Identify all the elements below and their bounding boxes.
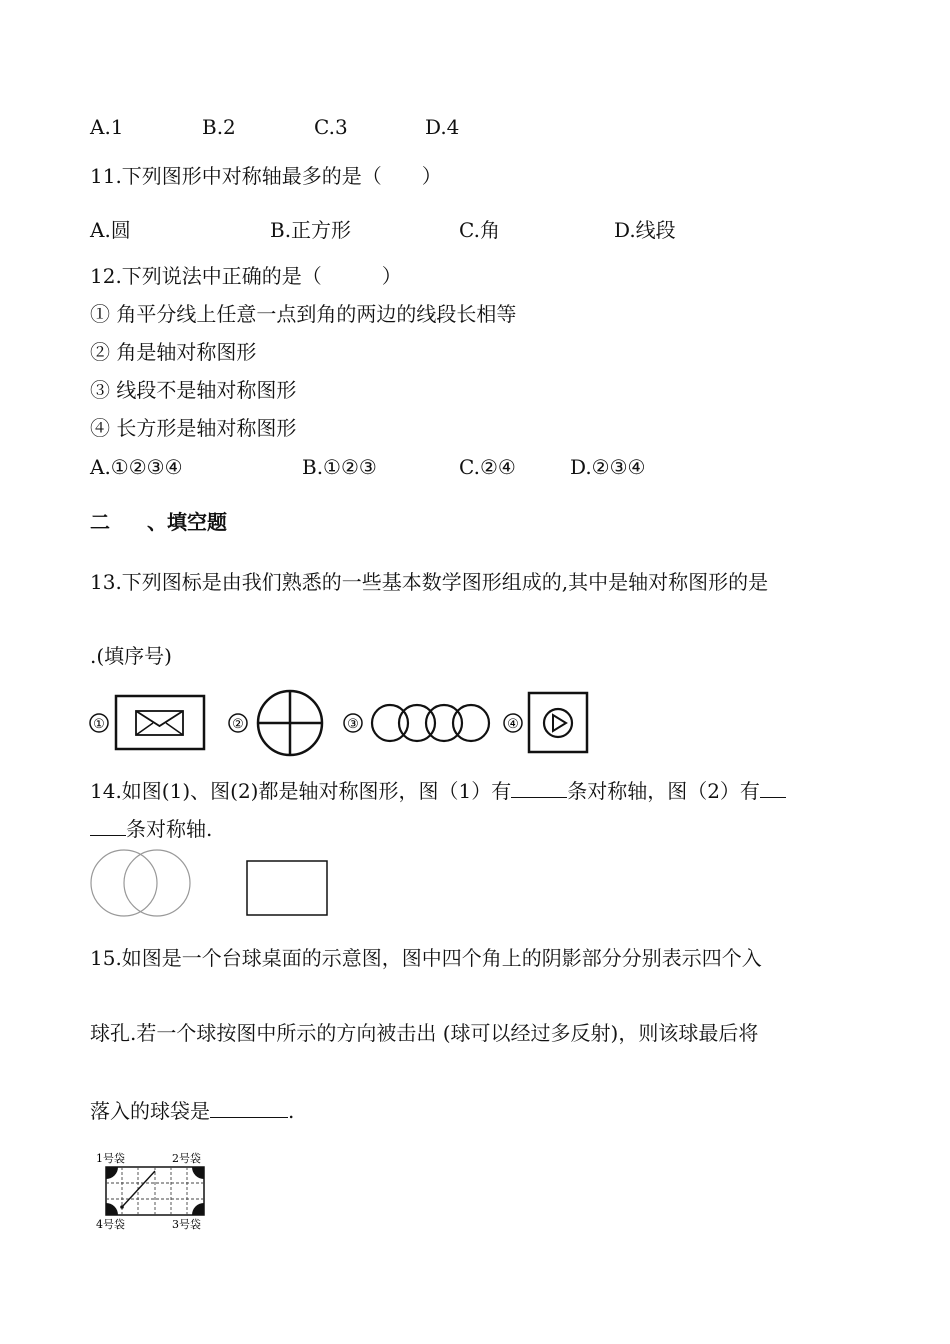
icon-label-3: ③ (347, 717, 359, 732)
icon-label-4: ④ (507, 717, 519, 732)
q11-option-c: C.角 (459, 218, 500, 242)
q10-option-d: D.4 (425, 115, 460, 139)
q14-line2 (90, 815, 212, 841)
icon-label-1: ① (93, 717, 105, 732)
q11-option-a: A.圆 (90, 218, 131, 242)
q11-stem: 11.下列图形中对称轴最多的是（ ） (90, 164, 442, 188)
section-number: 二 (90, 510, 110, 534)
pocket-label-1: 1号袋 (96, 1152, 125, 1165)
pocket-label-2: 2号袋 (172, 1152, 201, 1165)
q13-icons-figure (86, 688, 596, 758)
q14-blank-1[interactable] (511, 777, 567, 798)
pocket-4 (106, 1203, 118, 1215)
pocket-1 (106, 1167, 118, 1179)
q10-option-a: A.1 (90, 115, 124, 139)
icon-label-2: ② (232, 717, 244, 732)
q15-line3-end: . (288, 1099, 295, 1123)
q15-line3 (90, 1097, 294, 1123)
pocket-label-3: 3号袋 (172, 1218, 201, 1231)
q15-blank[interactable] (210, 1097, 288, 1118)
q14-figure-1-two-circles (91, 850, 190, 916)
q12-option-d: D.②③④ (570, 455, 646, 479)
q11-option-d: D.线段 (614, 218, 676, 242)
icon-4-play-button (504, 693, 587, 752)
q12-stem: 12.下列说法中正确的是（ ） (90, 264, 402, 288)
q15-line1: 15.如图是一个台球桌面的示意图，图中四个角上的阴影部分分别表示四个入 (90, 946, 762, 970)
q14-figure-2-rectangle (247, 861, 327, 915)
q10-option-b: B.2 (202, 115, 236, 139)
q15-line2: 球孔.若一个球按图中所示的方向被击出 (球可以经过多反射)，则该球最后将 (90, 1021, 759, 1045)
q15-billiard-table (92, 1148, 222, 1234)
q13-fill-hint: .(填序号) (90, 644, 172, 668)
q12-statement-3: ③ 线段不是轴对称图形 (90, 378, 297, 402)
ball-direction-line (122, 1171, 155, 1207)
q14-blank-2b[interactable] (90, 815, 126, 836)
q15-line3-text: 落入的球袋是 (90, 1099, 210, 1123)
section-title: 、填空题 (147, 510, 227, 534)
q12-option-c: C.②④ (459, 455, 516, 479)
pocket-2 (192, 1167, 204, 1179)
pocket-3 (192, 1203, 204, 1215)
q11-option-b: B.正方形 (270, 218, 352, 242)
q14-blank-2a[interactable] (760, 777, 786, 798)
q14-part1: 14.如图(1)、图(2)都是轴对称图形，图（1）有 (90, 779, 512, 803)
q12-statement-4: ④ 长方形是轴对称图形 (90, 416, 297, 440)
q14-line1 (90, 777, 786, 803)
q14-part2: 条对称轴，图（2）有 (567, 779, 760, 803)
q14-part3: 条对称轴. (126, 817, 213, 841)
q13-stem: 13.下列图标是由我们熟悉的一些基本数学图形组成的,其中是轴对称图形的是 (90, 570, 769, 594)
q12-statement-1: ① 角平分线上任意一点到角的两边的线段长相等 (90, 302, 517, 326)
ball (120, 1205, 124, 1209)
q12-option-a: A.①②③④ (90, 455, 183, 479)
icon-1-envelope (90, 696, 204, 749)
q14-figures (88, 848, 338, 920)
q12-option-b: B.①②③ (302, 455, 377, 479)
pocket-label-4: 4号袋 (96, 1218, 125, 1231)
q10-option-c: C.3 (314, 115, 348, 139)
icon-2-circle-cross (229, 691, 322, 755)
icon-3-rings (344, 705, 489, 741)
q12-statement-2: ② 角是轴对称图形 (90, 340, 257, 364)
